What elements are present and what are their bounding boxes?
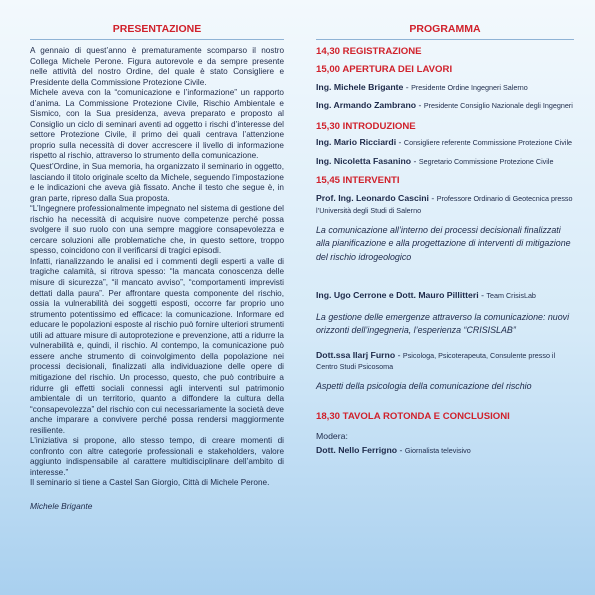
speaker-name: Ing. Armando Zambrano xyxy=(316,99,417,110)
signature: Michele Brigante xyxy=(30,500,93,511)
speaker-role: Segretario Commissione Protezione Civile xyxy=(418,156,554,166)
speaker-entry: Prof. Ing. Leonardo Cascini - Professore Ordinario di Geotecnica presso l’Università degli Studi di Salerno xyxy=(316,193,573,215)
speaker-entry: Dott.ssa Ilarj Furno - Psicologa, Psicoterapeuta, Consulente presso il Centro Studi Psicosoma xyxy=(316,349,556,372)
speaker-role: Giornalista televisivo xyxy=(404,446,471,456)
speaker-role: Professore Ordinario di Geotecnica presso l’Università degli Studi di Salerno xyxy=(316,194,573,215)
programma-title: PROGRAMMA xyxy=(316,0,574,40)
intro-paragraph: Michele aveva con la “comunicazione e l’informazione” un rapporto d’anima. La Commissione Protezione Civile, Rischio Ambientale e Sismico, con la Sua presidenza, aveva preparato e proposto al Consiglio un ciclo di seminari aventi ad oggetto i rischi d’interesse del settore Protezione Civile, il primo dei quali centrava l’attenzione proprio sulla necessità di dover accrescere il livello di informazione rispetto al rischio, attraverso lo strumento della comunicazione. xyxy=(30,88,284,161)
speaker-entry: Ing. Ugo Cerrone e Dott. Mauro Pillitteri - Team CrisisLab xyxy=(316,290,536,301)
speaker-name: Ing. Ugo Cerrone e Dott. Mauro Pillitteri xyxy=(316,290,479,301)
speaker-name: Ing. Nicoletta Fasanino xyxy=(316,155,412,166)
moderator-label: Modera: xyxy=(316,431,348,442)
speaker-name: Ing. Michele Brigante xyxy=(316,82,404,92)
speaker-role: Psicologa, Psicoterapeuta, Consulente presso il Centro Studi Psicosoma xyxy=(316,350,556,372)
time-slot: 15,30 INTRODUZIONE xyxy=(316,121,416,133)
intro-paragraph: Quest’Ordine, in Sua memoria, ha organizzato il seminario in oggetto, lasciando il titolo originale scelto da Michele, seguendo l’impostazione e le indicazioni che aveva già fissato. Anche il testo che segue è, in gran parte, ripreso dalla Sua proposta. xyxy=(30,162,284,203)
intro-paragraph: “L’Ingegnere professionalmente impegnato nel sistema di gestione del rischio ha necessità di acquisire nuove competenze perché possa svolgere il suo ruolo con una sempre maggiore consapevolezza e cercare soluzioni alle problematiche che, in questo settore, troppo spesso, coincidono con il verificarsi di tragici episodi. xyxy=(30,204,284,256)
intro-paragraph: Il seminario si tiene a Castel San Giorgio, Città di Michele Perone. xyxy=(30,478,270,488)
presentazione-text xyxy=(30,46,284,489)
speaker-role: Presidente Consiglio Nazionale degli Ingegneri xyxy=(423,100,573,110)
speaker-name: Ing. Mario Ricciardi xyxy=(316,137,397,148)
speaker-role: Consigliere referente Commissione Protezione Civile xyxy=(403,138,573,148)
talk-title: Aspetti della psicologia della comunicazione del rischio xyxy=(316,380,532,391)
speaker-role: Team CrisisLab xyxy=(486,291,536,301)
intro-paragraph: L’iniziativa si propone, allo stesso tempo, di creare momenti di confronto con altre categorie professionali e stakeholders, valore aggiunto indispensabile al carattere multidisciplinare dell’ambito di interesse.” xyxy=(30,436,284,477)
talk-title: La gestione delle emergenze attraverso la comunicazione: nuovi orizzonti dell’ingegneria, l’esperienza “CRISISLAB” xyxy=(316,311,570,336)
speaker-name: Dott.ssa Ilarj Furno xyxy=(316,349,396,360)
speaker-entry: Ing. Nicoletta Fasanino - Segretario Commissione Protezione Civile xyxy=(316,155,554,166)
speaker-entry: Ing. Mario Ricciardi - Consigliere referente Commissione Protezione Civile xyxy=(316,137,573,148)
speaker-name: Prof. Ing. Leonardo Cascini xyxy=(316,193,429,204)
speaker-role: Presidente Ordine Ingegneri Salerno xyxy=(411,83,528,92)
presentazione-title: PRESENTAZIONE xyxy=(30,0,284,40)
time-slot: 14,30 REGISTRAZIONE xyxy=(316,46,422,57)
speaker-name: Dott. Nello Ferrigno xyxy=(316,445,398,456)
intro-paragraph: A gennaio di quest’anno è prematuramente scomparso il nostro Collega Michele Perone. Figura autorevole e da sempre presente nelle attività del nostro Ordine, del quale è stato Consigliere e Presidente della Commissione Protezione Civile. xyxy=(30,46,284,87)
speaker-entry: Dott. Nello Ferrigno - Giornalista televisivo xyxy=(316,445,471,456)
speaker-entry: Ing. Michele Brigante - Presidente Ordine Ingegneri Salerno xyxy=(316,82,528,92)
time-slot: 18,30 TAVOLA ROTONDA E CONCLUSIONI xyxy=(316,411,510,423)
time-slot: 15,00 APERTURA DEI LAVORI xyxy=(316,64,453,75)
presentazione-column xyxy=(30,0,284,511)
time-slot: 15,45 INTERVENTI xyxy=(316,175,400,187)
programma-column xyxy=(316,0,574,457)
intro-paragraph: Infatti, rianalizzando le analisi ed i commenti degli esperti a valle di tragiche calamità, si ritrova spesso: “la mancata conoscenza delle misure di sicurezza”, “il mancato avviso”, “comportamenti imprevisti dettati dalla paura”. Per affrontare questa componente del rischio, ossia la vulnerabilità dei soggetti esposti, occorre far proprio uno strumento potentissimo ed efficace: la comunicazione. Informare ed educare le popolazioni esposte al rischio può fornire ulteriori strumenti utili ad attuare misure di autoprotezione e prevenzione, atti a ridurre la vulnerabilità e, quindi, il rischio. Al contempo, la comunicazione può essere anche strumento di coinvolgimento della popolazione nei processi decisionali, finalizzati alla individuazione delle opere di mitigazione del rischio. Un processo, questo, che può contribuire a ridurre gli effetti sociali connessi agli interventi sul patrimonio ambientale di un territorio, quanto a diffondere la cultura della “consapevolezza” del rischio con cui necessariamente la società deve anche imparare a convivere perché possa rendersi maggiormente resiliente. xyxy=(30,256,284,435)
talk-title: La comunicazione all’interno dei processi decisionali finalizzati alla pianificazione e alla progettazione di interventi di mitigazione del rischio idrogeologico xyxy=(316,224,571,262)
speaker-entry: Ing. Armando Zambrano - Presidente Consiglio Nazionale degli Ingegneri xyxy=(316,99,573,110)
